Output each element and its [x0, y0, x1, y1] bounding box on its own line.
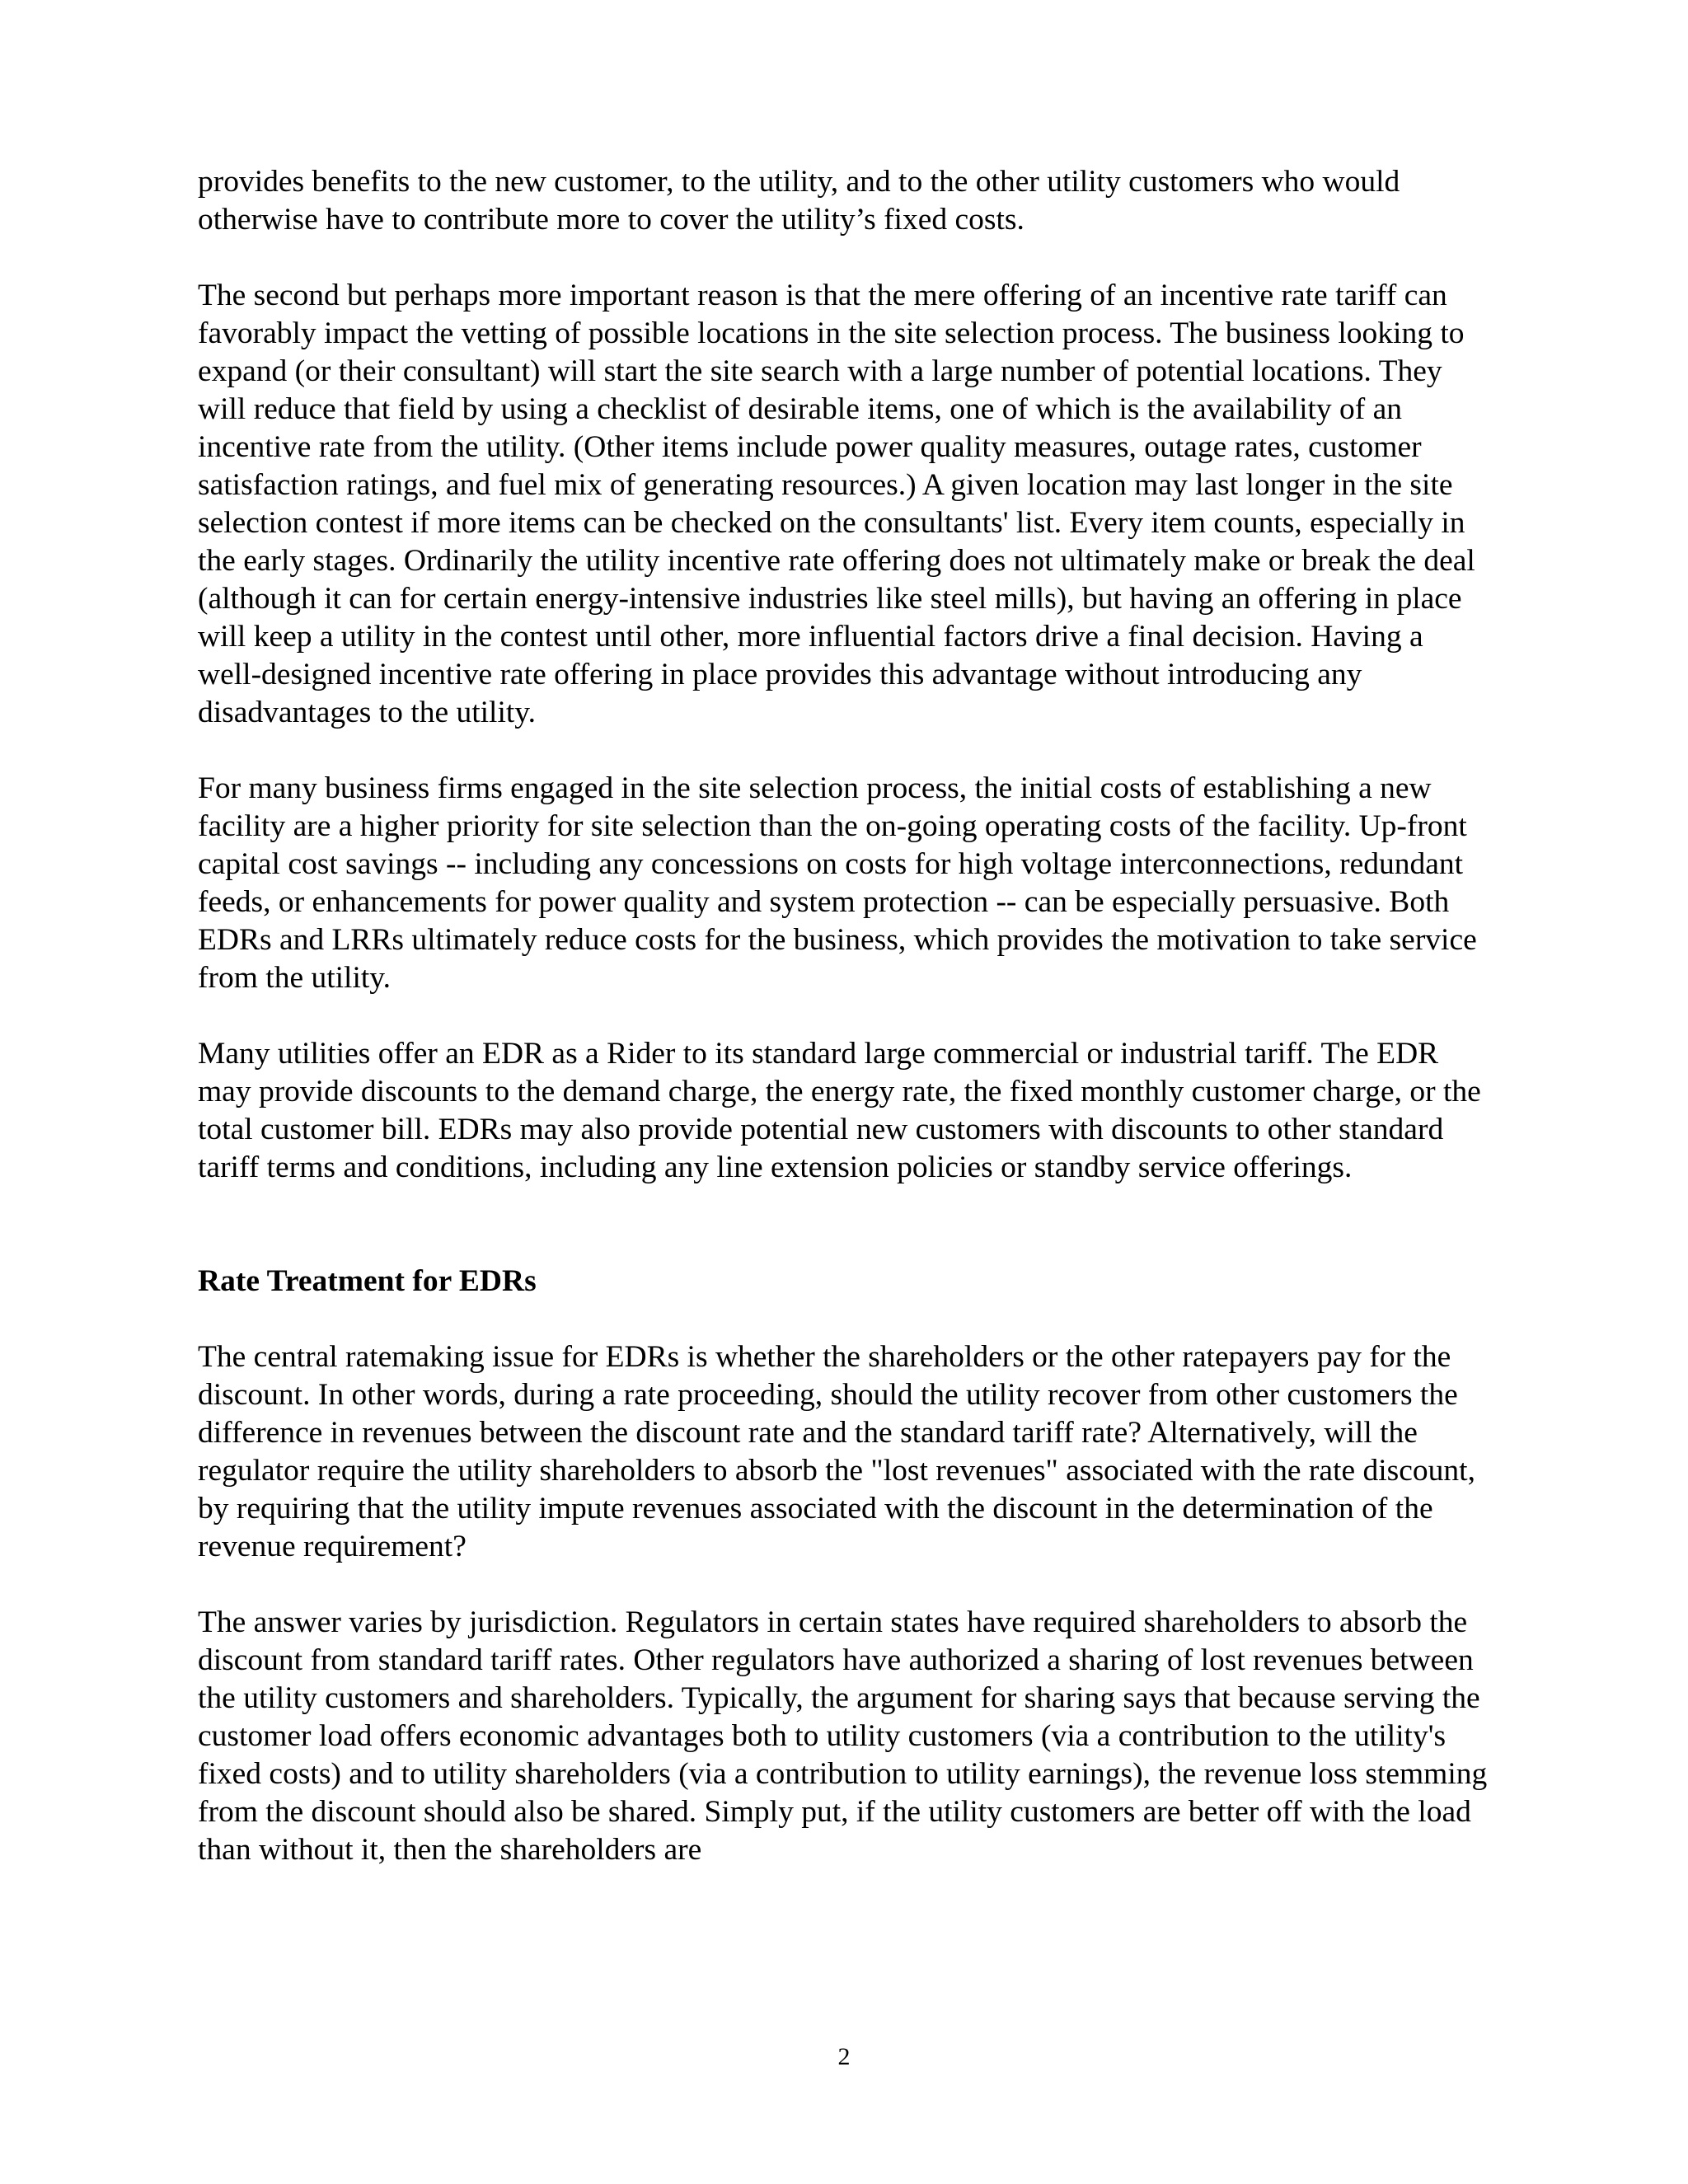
paragraph-central-issue: The central ratemaking issue for EDRs is whether the shareholders or the other ratepayers pay for the discount. In other words, during a rate proceeding, should the utility recover from other customers the difference in revenues between the discount rate and the standard tariff rate? Alternatively, will the regulator require the utility shareholders to absorb the "lost revenues" associated with the rate discount, by requiring that the utility impute revenues associated with the discount in the determination of the revenue requirement? — [198, 1340, 1475, 1563]
paragraph-edr-rider: Many utilities offer an EDR as a Rider to its standard large commercial or industrial tariff. The EDR may provide discounts to the demand charge, the energy rate, the fixed monthly customer charge, or the total customer bill. EDRs may also provide potential new customers with discounts to other standard tariff terms and conditions, including any line extension policies or standby service offerings. — [198, 1037, 1481, 1184]
paragraph-initial-costs: For many business firms engaged in the site selection process, the initial costs of establishing a new facility are a higher priority for site selection than the on-going operating costs of the facility. Up-front capital cost savings -- including any concessions on costs for high voltage interconnections, redundant feeds, or enhancements for power quality and system protection -- can be especially persuasive. Both EDRs and LRRs ultimately reduce costs for the business, which provides the motivation to take service from the utility. — [198, 771, 1477, 995]
page-number: 2 — [837, 2043, 851, 2070]
document-body — [198, 163, 1492, 1907]
paragraph-second-reason: The second but perhaps more important reason is that the mere offering of an incentive rate tariff can favorably impact the vetting of possible locations in the site selection process. The business looking to expand (or their consultant) will start the site search with a large number of potential locations. They will reduce that field by using a checklist of desirable items, one of which is the availability of an incentive rate from the utility. (Other items include power quality measures, outage rates, customer satisfaction ratings, and fuel mix of generating resources.) A given location may last longer in the site selection contest if more items can be checked on the consultants' list. Every item counts, especially in the early stages. Ordinarily the utility incentive rate offering does not ultimately make or break the deal (although it can for certain energy-intensive industries like steel mills), but having an offering in place will keep a utility in the contest until other, more influential factors drive a final decision. Having a well-designed incentive rate offering in place provides this advantage without introducing any disadvantages to the utility. — [198, 279, 1475, 729]
paragraph-jurisdiction: The answer varies by jurisdiction. Regulators in certain states have required shareholders to absorb the discount from standard tariff rates. Other regulators have authorized a sharing of lost revenues between the utility customers and shareholders. Typically, the argument for sharing says that because serving the customer load offers economic advantages both to utility customers (via a contribution to the utility's fixed costs) and to utility shareholders (via a contribution to utility earnings), the revenue loss stemming from the discount should also be shared. Simply put, if the utility customers are better off with the load than without it, then the shareholders are — [198, 1605, 1488, 1867]
paragraph-continued-benefits: provides benefits to the new customer, to the utility, and to the other utility customers who would otherwise have to contribute more to cover the utility’s fixed costs. — [198, 165, 1400, 237]
section-heading-rate-treatment: Rate Treatment for EDRs — [198, 1264, 537, 1298]
